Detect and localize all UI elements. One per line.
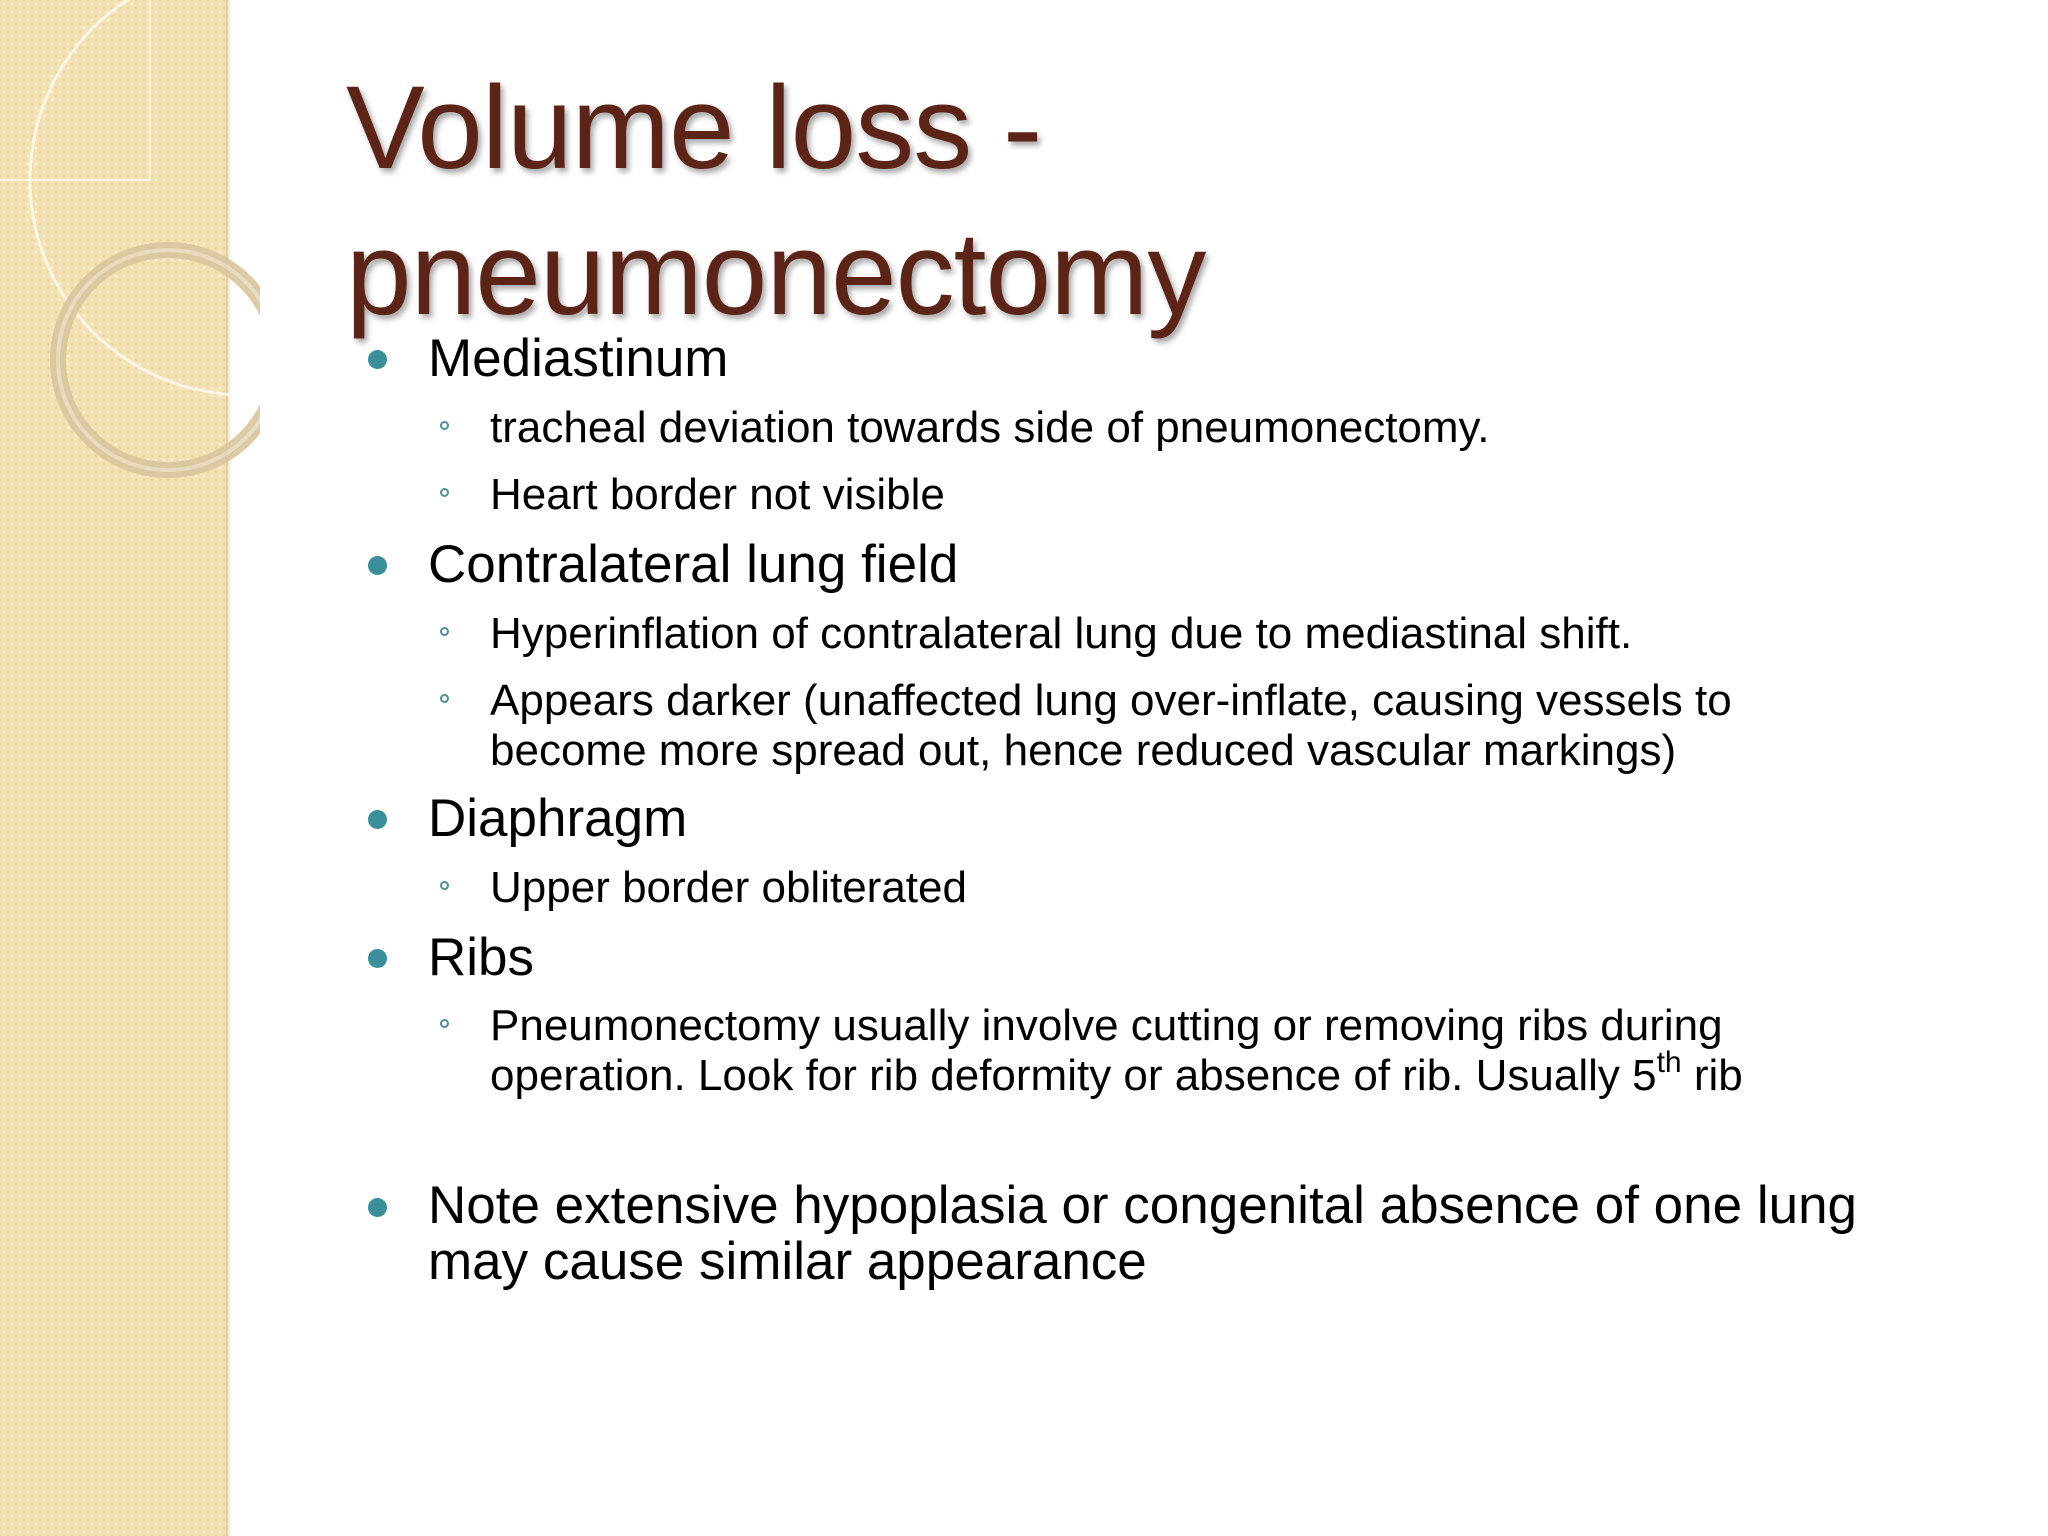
subbullet-appears-darker (490, 676, 1732, 776)
subbullet-ring-icon (440, 488, 449, 497)
subbullet-text-line-2 (490, 1046, 1743, 1101)
subbullet-ring-icon (440, 881, 449, 890)
bullet-dot-icon (368, 1198, 387, 1217)
subbullet-text: Hyperinflation of contralateral lung due to mediastinal shift. (490, 609, 1633, 658)
ordinal-superscript: th (1656, 1046, 1682, 1079)
subbullet-ring-icon (440, 421, 449, 430)
subbullet-text: tracheal deviation towards side of pneumonectomy. (490, 403, 1490, 452)
subbullet-text: Upper border obliterated (490, 863, 967, 912)
note-text-line-1: Note extensive hypoplasia or congenital absence of one lung (428, 1176, 1858, 1235)
subbullet-ring-icon (440, 627, 449, 636)
subbullet-ring-icon (440, 694, 449, 703)
bullet-contralateral-lung-field (428, 536, 958, 594)
subbullet-pneumonectomy-ribs (490, 1001, 1743, 1101)
bullet-mediastinum (428, 330, 728, 388)
subbullet-text-line-2-main: operation. Look for rib deformity or absence of rib. Usually 5 (490, 1051, 1657, 1100)
subbullet-heart-border (490, 470, 945, 520)
bullet-dot-icon (368, 556, 387, 575)
bullet-dot-icon (368, 810, 387, 829)
subbullet-ring-icon (440, 1019, 449, 1028)
bullet-note (428, 1178, 1857, 1290)
slide-title-line-2: pneumonectomy (346, 208, 1206, 340)
subbullet-upper-border (490, 863, 967, 913)
bullet-text: Contralateral lung field (428, 535, 959, 594)
bullet-dot-icon (368, 949, 387, 968)
subbullet-text-line-1: Appears darker (unaffected lung over-inflate, causing vessels to (490, 676, 1732, 725)
bullet-text: Diaphragm (428, 789, 688, 848)
subbullet-text-line-1: Pneumonectomy usually involve cutting or removing ribs during (490, 1001, 1723, 1050)
subbullet-hyperinflation (490, 609, 1632, 659)
subbullet-text-line-2-end: rib (1681, 1051, 1743, 1100)
subbullet-tracheal-deviation (490, 403, 1490, 453)
bullet-ribs (428, 929, 534, 987)
subbullet-text-line-2: become more spread out, hence reduced vascular markings) (490, 726, 1677, 775)
subbullet-text: Heart border not visible (490, 470, 945, 519)
note-text-line-2: may cause similar appearance (428, 1232, 1147, 1291)
bullet-dot-icon (368, 350, 387, 369)
bullet-diaphragm (428, 790, 687, 848)
slide-title-line-1: Volume loss - (346, 62, 1042, 194)
bullet-text: Mediastinum (428, 329, 729, 388)
bullet-text: Ribs (428, 928, 535, 987)
